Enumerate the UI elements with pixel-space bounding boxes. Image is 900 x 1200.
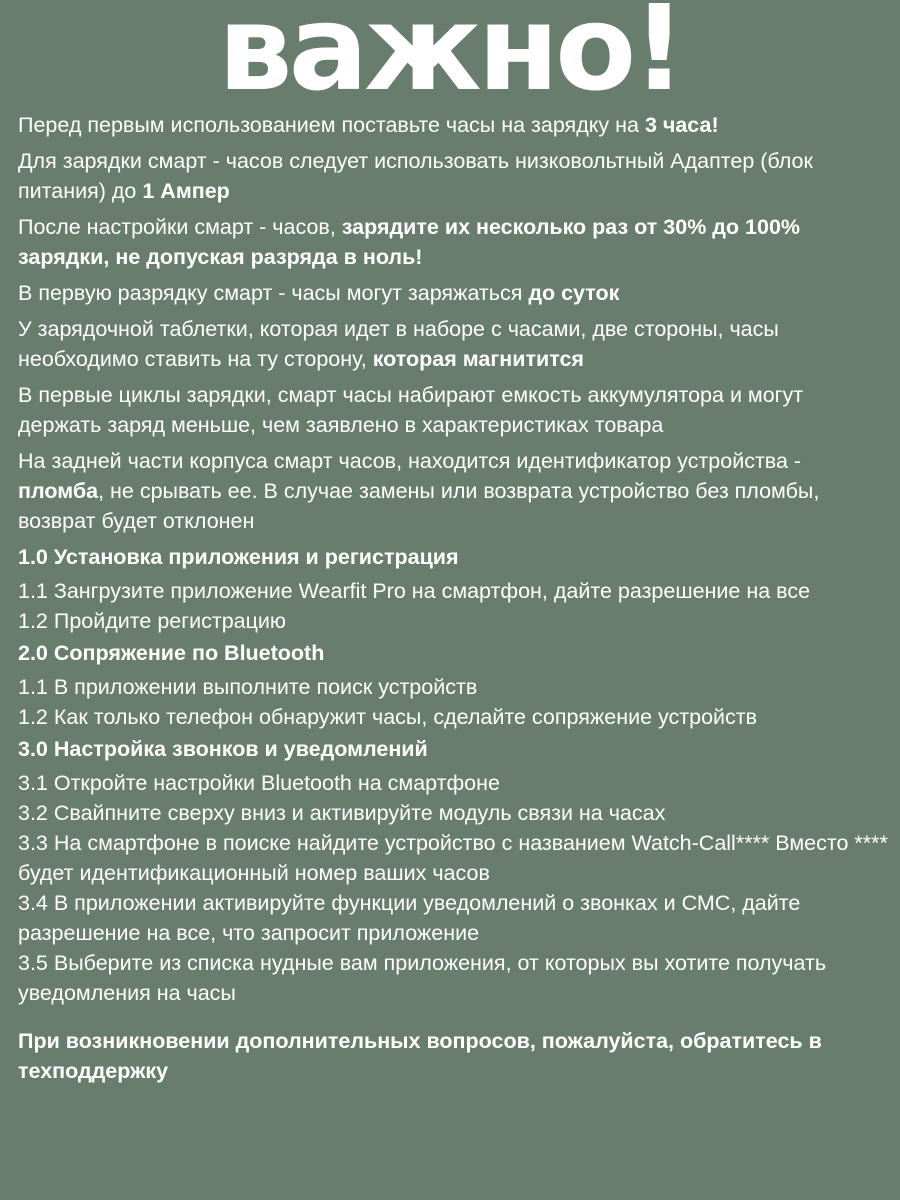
support-note: При возникновении дополнительных вопросов, пожалуйста, обратитесь в техподдержку: [18, 1029, 822, 1083]
section-step: 3.4 В приложении активируйте функции уведомлений о звонках и СМС, дайте разрешение на все, что запросит приложение: [18, 891, 801, 945]
note-paragraph: [18, 278, 888, 308]
note-text: В первые циклы зарядки, смарт часы набирают емкость аккумулятора и могут держать заряд меньше, чем заявлено в характеристиках товара: [18, 383, 804, 437]
note-emphasis: пломба: [18, 479, 99, 503]
note-text: У зарядочной таблетки, которая идет в наборе с часами, две стороны, часы необходимо ставить на ту сторону,: [18, 317, 779, 371]
note-emphasis: зарядите их несколько раз от 30% до 100% зарядки, не допуская разряда в ноль!: [18, 215, 801, 269]
section-heading: 1.0 Установка приложения и регистрация: [18, 545, 459, 569]
section-heading: 2.0 Сопряжение по Bluetooth: [18, 641, 325, 665]
note-text: , не срывать ее. В случае замены или возврата устройство без пломбы, возврат будет отклонен: [18, 479, 820, 533]
note-emphasis: которая магнитится: [372, 347, 584, 371]
section-heading: 3.0 Настройка звонков и уведомлений: [18, 737, 428, 761]
section-step: 1.1 Зангрузите приложение Wearfit Pro на смартфон, дайте разрешение на все: [18, 579, 811, 603]
note-emphasis: 3 часа!: [644, 113, 719, 137]
section-step: 3.3 На смартфоне в поиске найдите устройство с названием Watch-Call**** Вместо **** будет идентификационный номер ваших часов: [18, 831, 888, 885]
setup-sections: [18, 542, 888, 1008]
note-text: Перед первым использованием поставьте часы на зарядку на: [18, 113, 645, 137]
page-title: важно!: [217, 0, 683, 117]
note-text: На задней части корпуса смарт часов, находится идентификатор устройства -: [18, 449, 802, 473]
note-paragraph: [18, 446, 888, 536]
charging-notes: [18, 110, 888, 536]
note-paragraph: [18, 212, 888, 272]
note-text: Для зарядки смарт - часов следует использовать низковольтный Адаптер (блок питания) до: [18, 149, 813, 203]
note-paragraph: [18, 314, 888, 374]
note-text: В первую разрядку смарт - часы могут заряжаться: [18, 281, 529, 305]
note-emphasis: до суток: [528, 281, 620, 305]
content: [18, 110, 888, 1086]
section-step: 3.5 Выберите из списка нудные вам приложения, от которых вы хотите получать уведомления на часы: [18, 951, 827, 1005]
note-paragraph: [18, 380, 888, 440]
note-paragraph: [18, 146, 888, 206]
section-step: 1.1 В приложении выполните поиск устройств: [18, 675, 478, 699]
note-paragraph: [18, 110, 888, 140]
section-step: 1.2 Пройдите регистрацию: [18, 609, 287, 633]
note-text: После настройки смарт - часов,: [18, 215, 342, 239]
section-step: 1.2 Как только телефон обнаружит часы, сделайте сопряжение устройств: [18, 705, 758, 729]
section-step: 3.2 Свайпните сверху вниз и активируйте модуль связи на часах: [18, 801, 666, 825]
note-emphasis: 1 Ампер: [142, 179, 230, 203]
section-step: 3.1 Откройте настройки Bluetooth на смартфоне: [18, 771, 500, 795]
